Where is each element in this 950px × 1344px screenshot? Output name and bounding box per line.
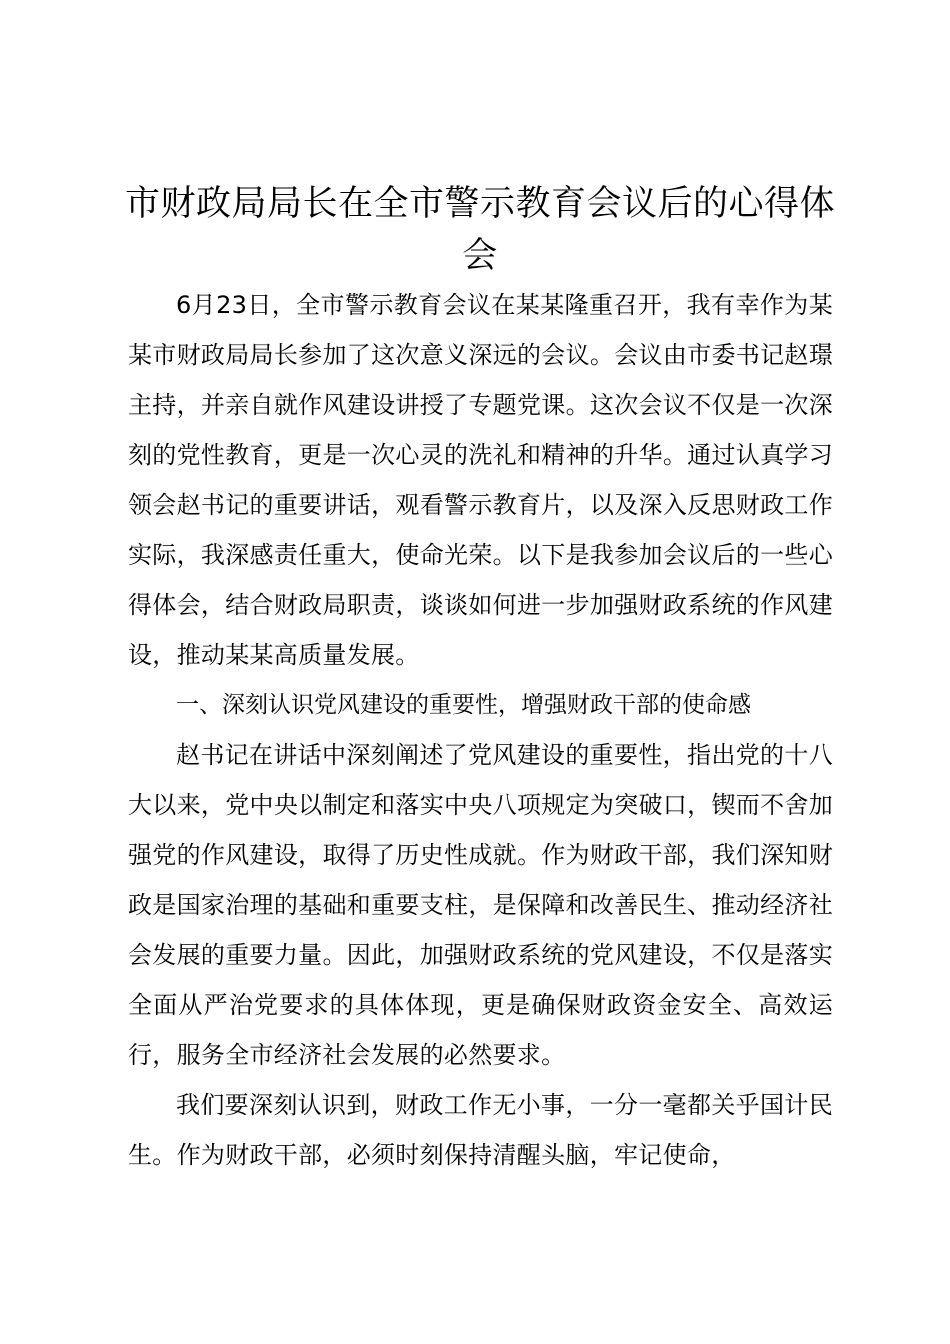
document-body [128,280,833,1180]
paragraph-party-style: 赵书记在讲话中深刻阐述了党风建设的重要性，指出党的十八大以来，党中央以制定和落实中央八项规定为突破口，锲而不舍加强党的作风建设，取得了历史性成就。作为财政干部，我们深知财政是国家治理的基础和重要支柱，是保障和改善民生、推动经济社会发展的重要力量。因此，加强财政系统的党风建设，不仅是落实全面从严治党要求的具体体现，更是确保财政资金安全、高效运行，服务全市经济社会发展的必然要求。 [128,741,833,1069]
section-heading-1: 一、深刻认识党风建设的重要性，增强财政干部的使命感 [176,692,751,718]
document-title: 市财政局局长在全市警示教育会议后的心得体会 [125,184,836,276]
paragraph-intro: 6月23日，全市警示教育会议在某某隆重召开，我有幸作为某某市财政局局长参加了这次意义深远的会议。会议由市委书记赵璟主持，并亲自就作风建设讲授了专题党课。这次会议不仅是一次深刻的党性教育，更是一次心灵的洗礼和精神的升华。通过认真学习领会赵书记的重要讲话，观看警示教育片，以及深入反思财政工作实际，我深感责任重大，使命光荣。以下是我参加会议后的一些心得体会，结合财政局职责，谈谈如何进一步加强财政系统的作风建设，推动某某高质量发展。 [128,291,833,669]
paragraph-responsibility: 我们要深刻认识到，财政工作无小事，一分一毫都关乎国计民生。作为财政干部，必须时刻保持清醒头脑，牢记使命， [128,1091,833,1169]
